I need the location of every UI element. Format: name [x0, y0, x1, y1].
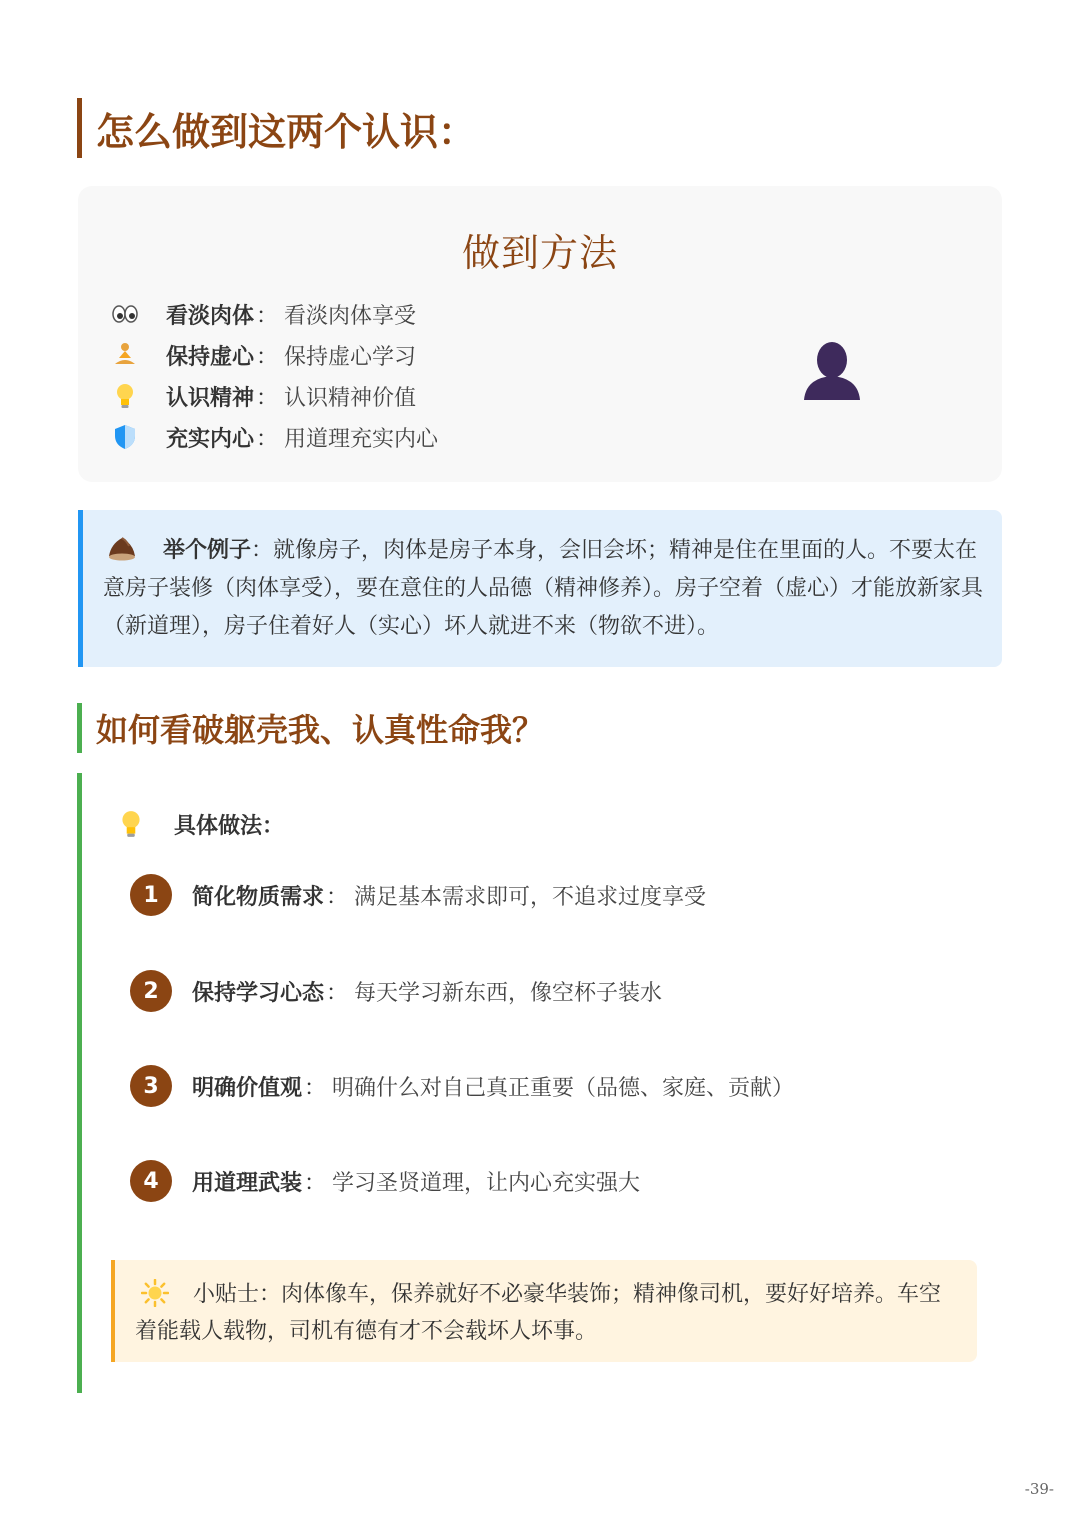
method-item: [110, 337, 416, 373]
item-separator: ：: [256, 344, 279, 370]
step-value: 每天学习新东西，像空杯子装水: [354, 980, 663, 1006]
practice-heading: [120, 807, 284, 841]
eyes-icon: [110, 299, 140, 329]
person-silhouette-icon: [802, 338, 862, 400]
step-separator: ：: [326, 980, 349, 1006]
item-key: 保持虚心: [166, 344, 255, 370]
step-key: 用道理武装: [192, 1170, 303, 1196]
step-value: 明确什么对自己真正重要（品德、家庭、贡献）: [332, 1075, 795, 1101]
step-key: 简化物质需求: [192, 884, 325, 910]
tip-box: [111, 1260, 977, 1362]
chestnut-icon: [107, 536, 137, 562]
sun-icon: [141, 1279, 169, 1307]
step-value: 学习圣贤道理，让内心充实强大: [332, 1170, 641, 1196]
step-value: 满足基本需求即可，不追求过度享受: [354, 884, 707, 910]
step-separator: ：: [326, 884, 349, 910]
card-title: 做到方法: [461, 231, 618, 275]
meditation-person-icon: [110, 340, 140, 370]
section-heading-1: [77, 98, 476, 158]
step-item: [130, 1064, 794, 1108]
shield-icon: [110, 422, 140, 452]
lightbulb-icon: [120, 809, 146, 839]
item-value: 看淡肉体享受: [284, 303, 417, 329]
step-item: [130, 1159, 640, 1203]
practice-section: [77, 773, 982, 1393]
item-value: 认识精神价值: [284, 385, 417, 411]
tip-text: 小贴士：肉体像车，保养就好不必豪华装饰；精神像司机，要好好培养。车空着能载人载物，司机有德有才不会载坏人坏事。: [135, 1282, 942, 1344]
item-key: 认识精神: [166, 385, 255, 411]
step-number-badge: 3: [130, 1065, 172, 1107]
lightbulb-icon: [110, 381, 140, 411]
item-value: 保持虚心学习: [284, 344, 417, 370]
section-heading-2: [77, 703, 544, 753]
step-separator: ：: [304, 1170, 327, 1196]
page-number: -39-: [1024, 1480, 1054, 1498]
example-box: [78, 510, 1002, 667]
example-paragraph: [103, 532, 983, 646]
step-number-badge: 1: [130, 874, 172, 916]
practice-heading-text: 具体做法：: [174, 813, 285, 839]
heading-text: 如何看破躯壳我、认真性命我？: [96, 711, 545, 749]
heading-accent-bar: [77, 98, 82, 158]
step-item: [130, 969, 662, 1013]
heading-text: 怎么做到这两个认识：: [96, 109, 477, 154]
step-item: [130, 873, 706, 917]
example-label: 举个例子: [163, 538, 252, 563]
step-key: 保持学习心态: [192, 980, 325, 1006]
method-item: [110, 296, 416, 332]
heading-accent-bar: [77, 703, 82, 753]
example-separator: ：: [251, 538, 274, 563]
item-separator: ：: [256, 426, 279, 452]
item-key: 看淡肉体: [166, 303, 255, 329]
method-card: [78, 186, 1002, 482]
item-separator: ：: [256, 385, 279, 411]
method-item: [110, 378, 416, 414]
item-key: 充实内心: [166, 426, 255, 452]
step-number-badge: 4: [130, 1160, 172, 1202]
step-key: 明确价值观: [192, 1075, 303, 1101]
step-separator: ：: [304, 1075, 327, 1101]
tip-paragraph: [135, 1276, 955, 1350]
item-separator: ：: [256, 303, 279, 329]
example-text: 就像房子，肉体是房子本身，会旧会坏；精神是住在里面的人。不要太在意房子装修（肉体享受），要在意住的人品德（精神修养）。房子空着（虚心）才能放新家具（新道理），房子住着好人（实心）坏人就进不来（物欲不进）。: [103, 538, 984, 639]
method-item: [110, 419, 438, 455]
item-value: 用道理充实内心: [284, 426, 439, 452]
step-number-badge: 2: [130, 970, 172, 1012]
